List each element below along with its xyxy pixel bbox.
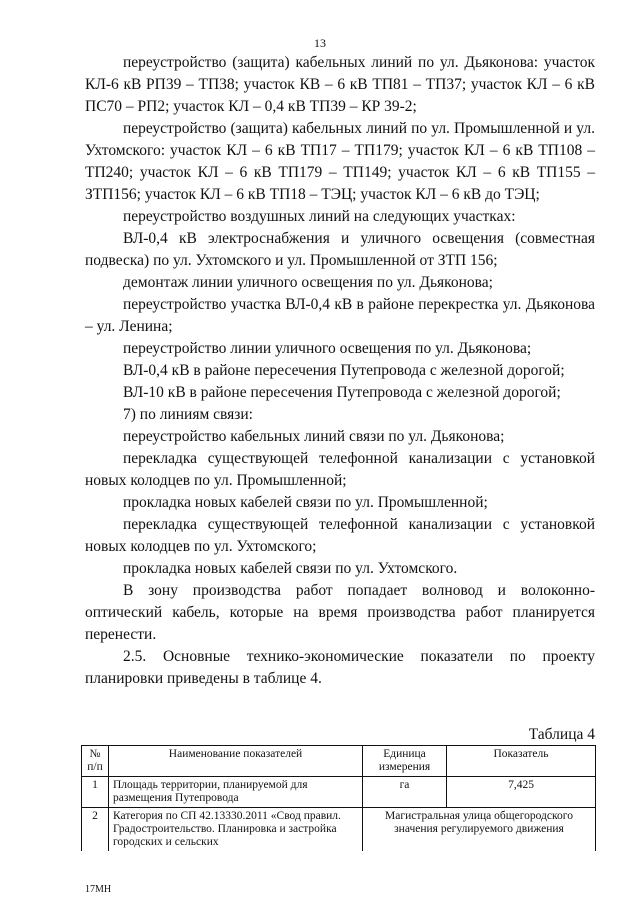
table-cell: Магистральная улица общегородского значения регулируемого движения xyxy=(363,808,596,852)
table-cell: 1 xyxy=(82,777,109,808)
table-cell: 7,425 xyxy=(447,777,596,808)
paragraph: переустройство кабельных линий связи по ул. Дьяконова; xyxy=(123,428,505,445)
table-header-cell: Единица измерения xyxy=(363,746,447,777)
paragraph: прокладка новых кабелей связи по ул. Промышленной; xyxy=(123,494,488,511)
table-header-cell: № п/п xyxy=(82,746,109,777)
paragraph: переустройство воздушных линий на следующих участках: xyxy=(123,208,516,225)
document-body xyxy=(85,52,595,690)
paragraph: ВЛ-0,4 кВ электроснабжения и уличного освещения (совместная подвеска) по ул. Ухтомского и ул. Промышленной от ЗТП 156; xyxy=(85,230,595,269)
table-header-row xyxy=(82,746,596,777)
page-number: 13 xyxy=(314,36,326,50)
table-cell: 2 xyxy=(82,808,109,852)
table-cell: га xyxy=(363,777,447,808)
paragraph: В зону производства работ попадает волновод и волоконно-оптический кабель, которые на время производства работ планируется перенести. xyxy=(85,582,595,643)
footer-code: 17МН xyxy=(85,884,112,895)
paragraph: переустройство участка ВЛ-0,4 кВ в районе перекрестка ул. Дьяконова – ул. Ленина; xyxy=(85,296,595,335)
paragraph: перекладка существующей телефонной канализации с установкой новых колодцев по ул. Промышленной; xyxy=(85,450,595,489)
table-cell: Категория по СП 42.13330.2011 «Свод правил. Градостроительство. Планировка и застройка городских и сельских xyxy=(109,808,363,852)
paragraph: переустройство (защита) кабельных линий по ул. Промышленной и ул. Ухтомского: участок КЛ – 6 кВ ТП17 – ТП179; участок КЛ – 6 кВ ТП108 – ТП240; участок КЛ – 6 кВ ТП179 – ТП149; участок КЛ – 6 кВ ТП155 – ЗТП156; участок КЛ – 6 кВ ТП18 – ТЭЦ; участок КЛ – 6 кВ до ТЭЦ; xyxy=(85,120,595,203)
table-header-cell: Показатель xyxy=(447,746,596,777)
paragraph: 7) по линиям связи: xyxy=(123,406,253,423)
indicators-table xyxy=(81,745,596,851)
paragraph: переустройство линии уличного освещения по ул. Дьяконова; xyxy=(123,340,532,357)
table-header-cell: Наименование показателей xyxy=(109,746,363,777)
table-row xyxy=(82,777,596,808)
paragraph: переустройство (защита) кабельных линий по ул. Дьяконова: участок КЛ-6 кВ РП39 – ТП38; участок КВ – 6 кВ ТП81 – ТП37; участок КЛ – 6 кВ ПС70 – РП2; участок КЛ – 0,4 кВ ТП39 – КР 39-2; xyxy=(85,54,595,115)
paragraph: ВЛ-0,4 кВ в районе пересечения Путепровода с железной дорогой; xyxy=(123,362,565,379)
paragraph: перекладка существующей телефонной канализации с установкой новых колодцев по ул. Ухтомского; xyxy=(85,516,595,555)
paragraph: демонтаж линии уличного освещения по ул. Дьяконова; xyxy=(123,274,493,291)
paragraph: прокладка новых кабелей связи по ул. Ухтомского. xyxy=(123,560,458,577)
paragraph: 2.5. Основные технико-экономические показатели по проекту планировки приведены в таблице 4. xyxy=(85,648,595,687)
paragraph: ВЛ-10 кВ в районе пересечения Путепровода с железной дорогой; xyxy=(123,384,561,401)
table-row xyxy=(82,808,596,852)
table-caption: Таблица 4 xyxy=(528,726,595,743)
table-cell: Площадь территории, планируемой для размещения Путепровода xyxy=(109,777,363,808)
